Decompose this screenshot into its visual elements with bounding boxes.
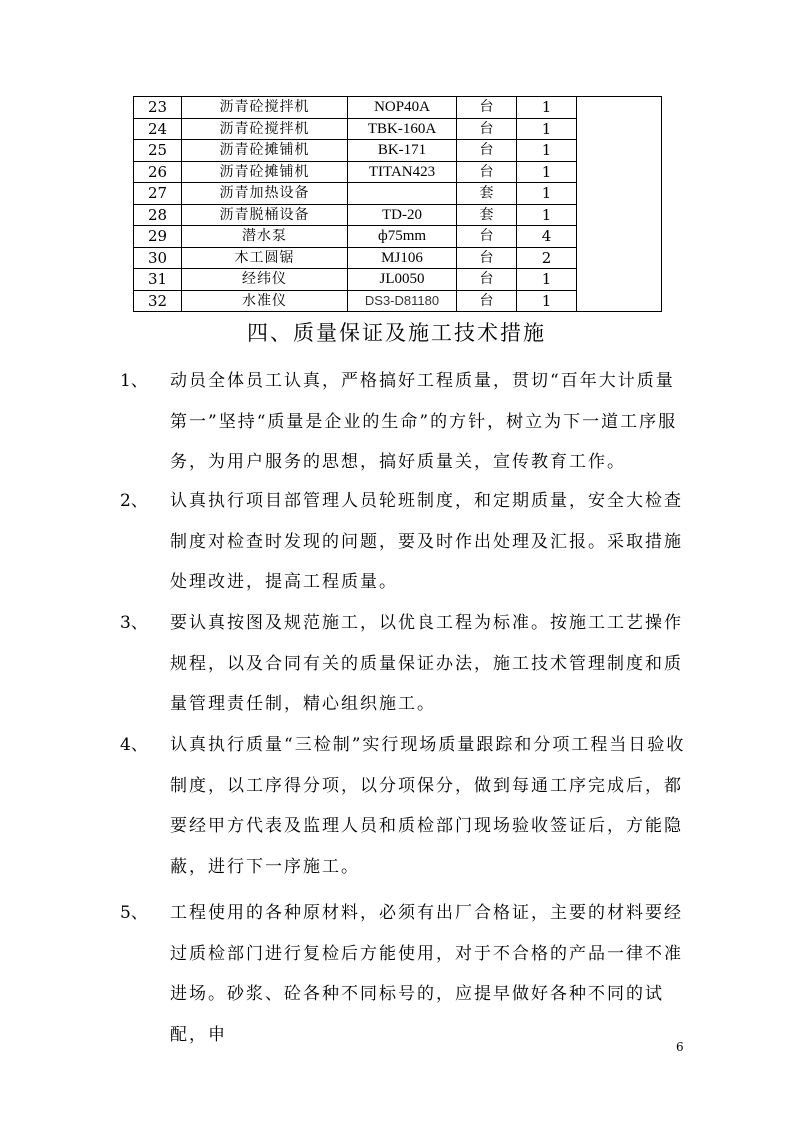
row-number-cell: 25	[134, 140, 182, 162]
model-cell: TD-20	[348, 204, 457, 226]
model-cell	[348, 183, 457, 205]
model-cell: JL0050	[348, 269, 457, 291]
equipment-name-cell: 沥青加热设备	[182, 183, 348, 205]
paragraph-number: 2、	[120, 491, 148, 511]
section-title: 四、质量保证及施工技术措施	[247, 321, 546, 345]
quantity-cell: 1	[517, 290, 577, 312]
equipment-table-body	[134, 97, 662, 312]
model-cell: NOP40A	[348, 97, 457, 119]
model-cell: TBK-160A	[348, 118, 457, 140]
page-number: 6	[676, 1040, 684, 1054]
paragraph-text: 要认真按图及规范施工，以优良工程为标准。按施工工艺操作规程，以及合同有关的质量保证办法，施工技术管理制度和质量管理责任制，精心组织施工。	[170, 613, 683, 714]
equipment-name-cell: 经纬仪	[182, 269, 348, 291]
remarks-cell	[577, 97, 662, 312]
equipment-name-cell: 水准仪	[182, 290, 348, 312]
quantity-cell: 1	[517, 161, 577, 183]
equipment-name-cell: 沥青砼摊铺机	[182, 161, 348, 183]
equipment-name-cell: 沥青脱桶设备	[182, 204, 348, 226]
model-cell: ф75mm	[348, 226, 457, 248]
row-number-cell: 30	[134, 247, 182, 269]
paragraph-number: 5、	[120, 903, 148, 923]
paragraph-text: 认真执行项目部管理人员轮班制度，和定期质量，安全大检查制度对检查时发现的问题，要及时作出处理及汇报。采取措施处理改进，提高工程质量。	[170, 491, 683, 592]
equipment-name-cell: 沥青砼搅拌机	[182, 97, 348, 119]
unit-cell: 套	[457, 183, 517, 205]
paragraph-text: 认真执行质量“三检制”实行现场质量跟踪和分项工程当日验收制度，以工序得分项，以分项保分，做到每通工序完成后，都要经甲方代表及监理人员和质检部门现场验收签证后，方能隐蔽，进行下一序施工。	[170, 735, 686, 877]
paragraph-text: 动员全体员工认真，严格搞好工程质量，贯切“百年大计质量第一”坚持“质量是企业的生命”的方针，树立为下一道工序服务，为用户服务的思想，搞好质量关，宣传教育工作。	[170, 371, 678, 472]
row-number-cell: 27	[134, 183, 182, 205]
quantity-cell: 1	[517, 97, 577, 119]
unit-cell: 台	[457, 118, 517, 140]
paragraph-number: 1、	[120, 371, 148, 391]
row-number-cell: 28	[134, 204, 182, 226]
unit-cell: 台	[457, 140, 517, 162]
paragraph-number: 4、	[120, 735, 148, 755]
quantity-cell: 1	[517, 183, 577, 205]
quantity-cell: 4	[517, 226, 577, 248]
equipment-name-cell: 沥青砼摊铺机	[182, 140, 348, 162]
quantity-cell: 1	[517, 140, 577, 162]
equipment-name-cell: 潜水泵	[182, 226, 348, 248]
quantity-cell: 1	[517, 269, 577, 291]
unit-cell: 台	[457, 226, 517, 248]
row-number-cell: 32	[134, 290, 182, 312]
row-number-cell: 26	[134, 161, 182, 183]
model-cell: MJ106	[348, 247, 457, 269]
quantity-cell: 1	[517, 118, 577, 140]
equipment-table	[133, 96, 662, 312]
model-cell: BK-171	[348, 140, 457, 162]
unit-cell: 台	[457, 269, 517, 291]
model-cell: TITAN423	[348, 161, 457, 183]
row-number-cell: 24	[134, 118, 182, 140]
quantity-cell: 2	[517, 247, 577, 269]
unit-cell: 台	[457, 97, 517, 119]
paragraph-number: 3、	[120, 613, 148, 633]
unit-cell: 台	[457, 247, 517, 269]
paragraph-text: 工程使用的各种原材料，必须有出厂合格证，主要的材料要经过质检部门进行复检后方能使用，对于不合格的产品一律不准进场。砂浆、砼各种不同标号的，应提早做好各种不同的试配，申	[170, 903, 683, 1045]
unit-cell: 台	[457, 161, 517, 183]
row-number-cell: 29	[134, 226, 182, 248]
unit-cell: 台	[457, 290, 517, 312]
model-cell: DS3-D81180	[348, 290, 457, 312]
table-row	[134, 97, 662, 119]
equipment-name-cell: 沥青砼搅拌机	[182, 118, 348, 140]
row-number-cell: 23	[134, 97, 182, 119]
row-number-cell: 31	[134, 269, 182, 291]
equipment-name-cell: 木工圆锯	[182, 247, 348, 269]
unit-cell: 套	[457, 204, 517, 226]
quantity-cell: 1	[517, 204, 577, 226]
